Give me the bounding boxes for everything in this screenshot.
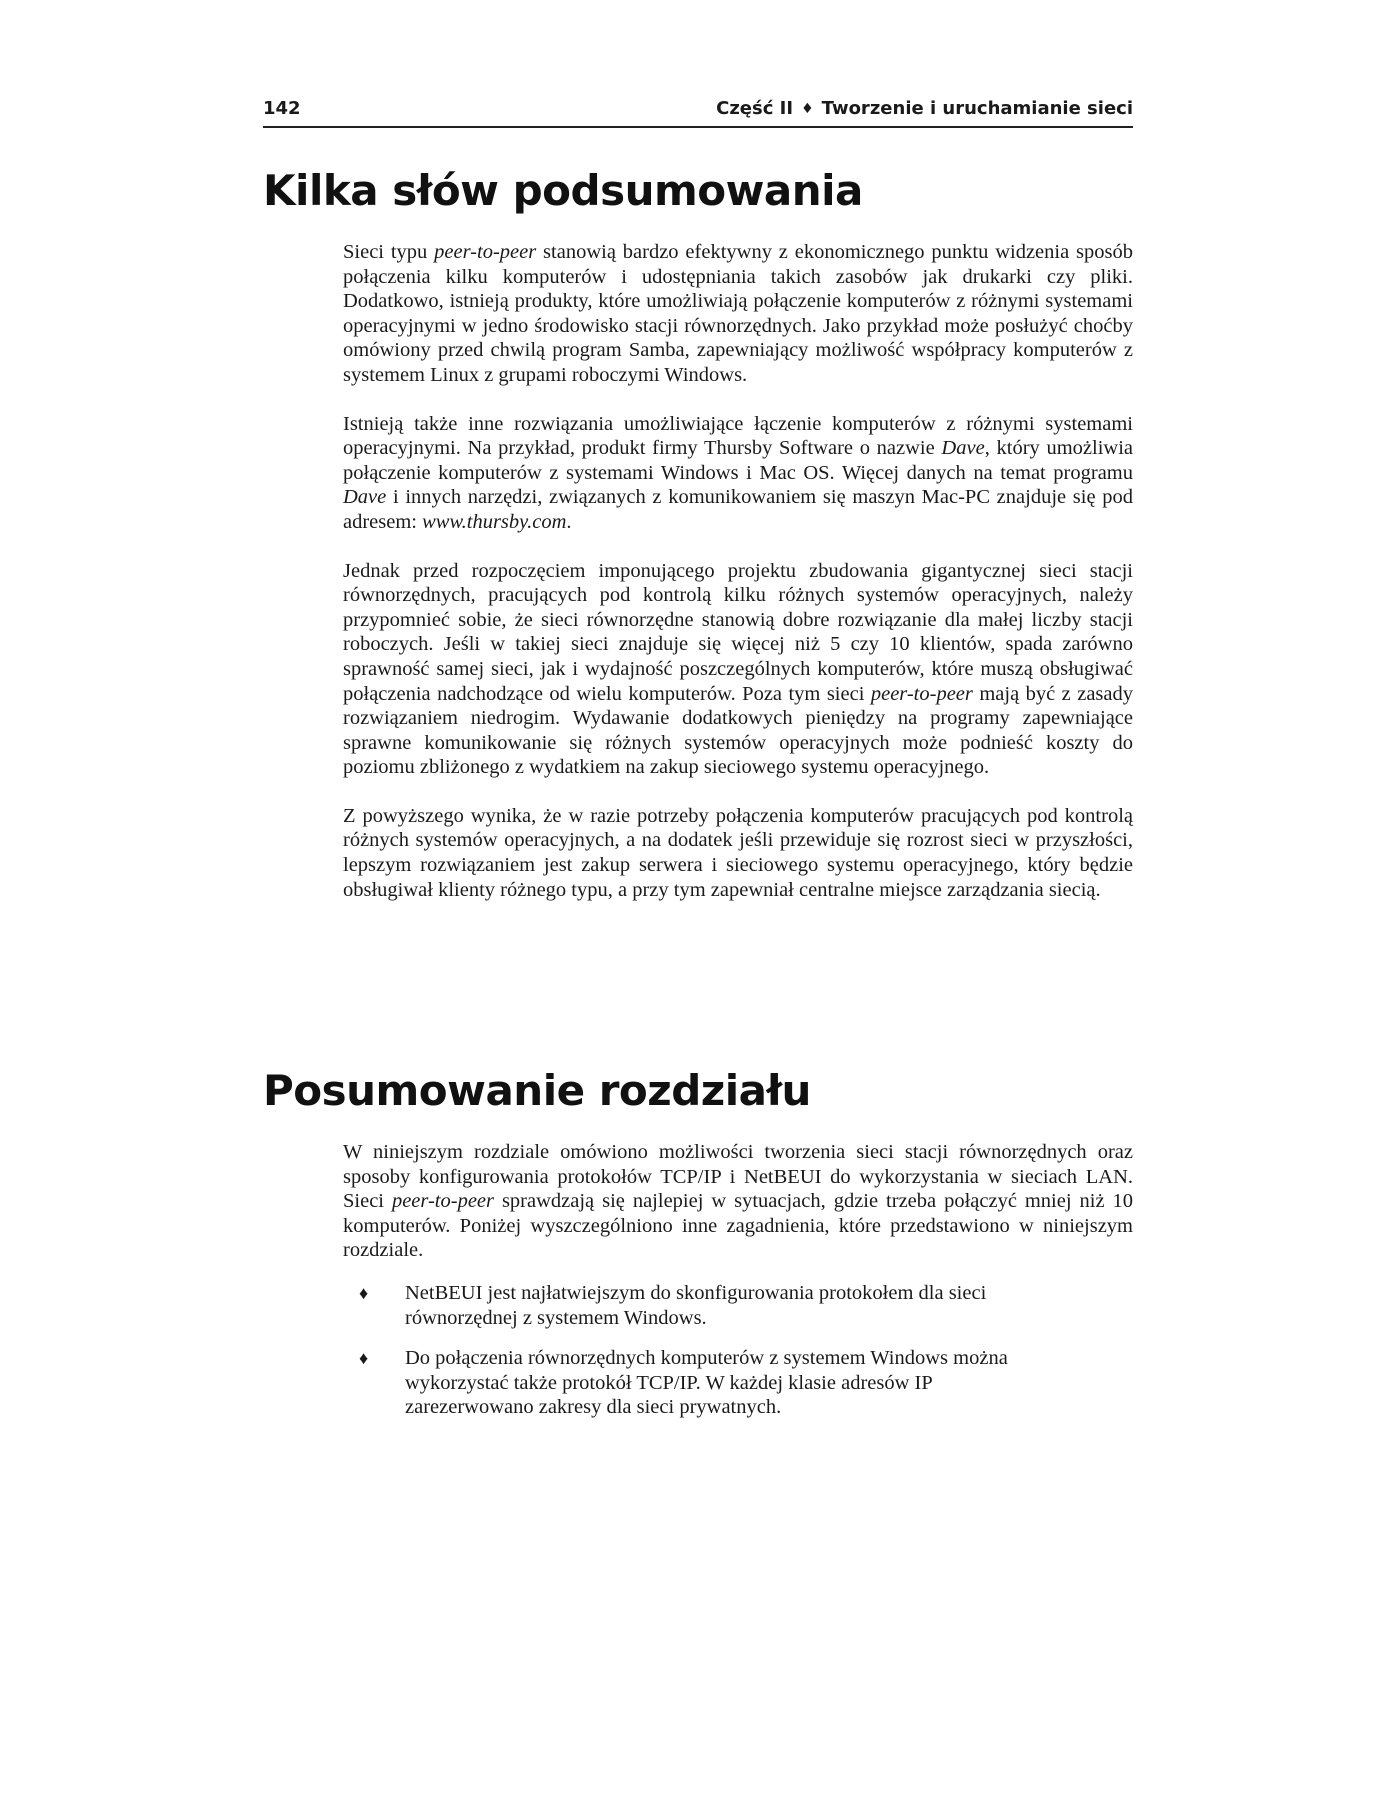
paragraph: Jednak przed rozpoczęciem imponującego projektu zbudowania gigantycznej sieci stacji równorzędnych, pracujących pod kontrolą kilku różnych systemów operacyjnych, należy przypomnieć sobie, że sieci równorzędne stanowią dobre rozwiązanie dla małej liczby stacji roboczych. Jeśli w takiej sieci znajduje się więcej niż 5 czy 10 klientów, spada zarówno sprawność samej sieci, jak i wydajność poszczególnych komputerów, które muszą obsługiwać połączenia nadchodzące od wielu komputerów. Poza tym sieci peer-to-peer mają być z zasady rozwiązaniem niedrogim. Wydawanie dodatkowych pieniędzy na programy zapewniające sprawne komunikowanie się różnych systemów operacyjnych może podnieść koszty do poziomu zbliżonego z wydatkiem na zakup sieciowego systemu operacyjnego. [343, 559, 1133, 779]
paragraph: Istnieją także inne rozwiązania umożliwiające łączenie komputerów z różnymi systemami operacyjnymi. Na przykład, produkt firmy Thursby Software o nazwie Dave, który umożliwia połączenie komputerów z systemami Windows i Mac OS. Więcej danych na temat programu Dave i innych narzędzi, związanych z komunikowaniem się maszyn Mac-PC znajduje się pod adresem: www.thursby.com. [343, 412, 1134, 533]
diamond-bullet-icon: ♦ [359, 1282, 369, 1303]
url-text: www.thursby.com [422, 510, 567, 533]
running-title [716, 98, 1133, 119]
part-label: Część II [716, 98, 794, 119]
section-summary-body [343, 240, 1133, 902]
list-item: ♦ Do połączenia równorzędnych komputerów z systemem Windows można wykorzystać także protokół TCP/IP. W każdej klasie adresów IP zarezerwowano zakresy dla sieci prywatnych. [359, 1347, 1008, 1419]
list-item: ♦ NetBEUI jest najłatwiejszym do skonfigurowania protokołem dla sieci równorzędnej z systemem Windows. [359, 1281, 987, 1329]
paragraph: W niniejszym rozdziale omówiono możliwości tworzenia sieci stacji równorzędnych oraz sposoby konfigurowania protokołów TCP/IP i NetBEUI do wykorzystania w sieciach LAN. Sieci peer-to-peer sprawdzają się najlepiej w sytuacjach, gdzie trzeba połączyć mniej niż 10 komputerów. Poniżej wyszczególniono inne zagadnienia, które przedstawiono w niniejszym rozdziale. [343, 1141, 1133, 1262]
paragraph: Sieci typu peer-to-peer stanowią bardzo efektywny z ekonomicznego punktu widzenia sposób połączenia kilku komputerów i udostępniania takich zasobów jak drukarki czy pliki. Dodatkowo, istnieją produkty, które umożliwiają połączenie komputerów z różnymi systemami operacyjnymi w jedno środowisko stacji równorzędnych. Jako przykład może posłużyć choćby omówiony przed chwilą program Samba, zapewniający możliwość współpracy komputerów z systemem Linux z grupami roboczymi Windows. [343, 241, 1134, 386]
paragraph: Z powyższego wynika, że w razie potrzeby połączenia komputerów pracujących pod kontrolą różnych systemów operacyjnych, a na dodatek jeśli przewiduje się rozrost sieci w przyszłości, lepszym rozwiązaniem jest zakup serwera i sieciowego systemu operacyjnego, który będzie obsługiwał klienty różnego typu, a przy tym zapewniał centralne miejsce zarządzania siecią. [343, 804, 1133, 901]
section-heading-chapter-summary: Posumowanie rozdziału [263, 1066, 811, 1115]
diamond-icon: ♦ [801, 100, 814, 117]
page-number: 142 [263, 98, 301, 119]
section-chapter-summary-body [343, 1140, 1133, 1436]
running-header [263, 98, 1133, 128]
chapter-title: Tworzenie i uruchamianie sieci [821, 98, 1133, 119]
section-heading-summary: Kilka słów podsumowania [263, 166, 863, 215]
diamond-bullet-icon: ♦ [359, 1348, 369, 1369]
bullet-list [343, 1281, 1133, 1420]
